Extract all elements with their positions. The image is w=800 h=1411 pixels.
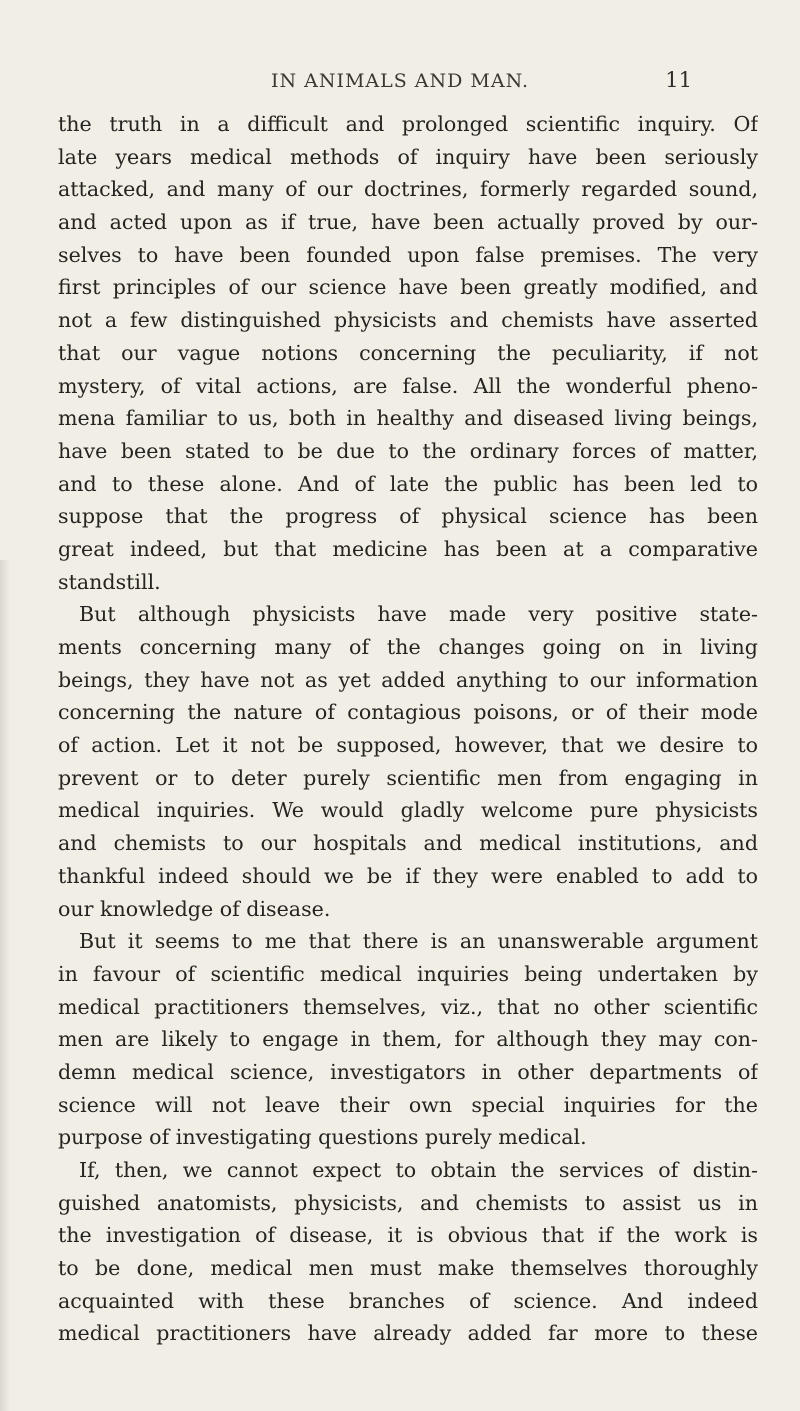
text-line: acquainted with these branches of science. And indeed — [58, 1288, 758, 1313]
text-line: in favour of scientific medical inquiries being undertaken by — [58, 961, 758, 986]
text-line: medical practitioners have already added far more to these — [58, 1321, 758, 1346]
text-line: to be done, medical men must make themselves thoroughly — [58, 1256, 758, 1281]
page-edge-shadow — [0, 560, 10, 1411]
text-line: of action. Let it not be supposed, however, that we desire to — [58, 733, 758, 758]
text-line: If, then, we cannot expect to obtain the services of distin- — [79, 1158, 758, 1182]
running-title: IN ANIMALS AND MAN. — [270, 70, 530, 92]
text-line: But it seems to me that there is an unanswerable argument — [79, 929, 758, 954]
text-line: But although physicists have made very positive state- — [79, 602, 758, 627]
text-line: and to these alone. And of late the public has been led to — [58, 471, 758, 496]
text-line: first principles of our science have been greatly modified, and — [58, 275, 758, 300]
text-line: and chemists to our hospitals and medical institutions, and — [58, 831, 758, 856]
text-line: that our vague notions concerning the peculiarity, if not — [58, 340, 758, 365]
text-line: medical inquiries. We would gladly welcome pure physicists — [58, 798, 758, 823]
text-line: late years medical methods of inquiry have been seriously — [58, 144, 758, 169]
text-line: guished anatomists, physicists, and chemists to assist us in — [58, 1190, 758, 1215]
text-line: the investigation of disease, it is obvious that if the work is — [58, 1223, 758, 1248]
text-line: our knowledge of disease. — [58, 896, 331, 921]
page-number: 11 — [665, 68, 692, 92]
text-line: not a few distinguished physicists and chemists have asserted — [58, 308, 758, 333]
text-line: attacked, and many of our doctrines, formerly regarded sound, — [58, 177, 758, 202]
text-line: concerning the nature of contagious poisons, or of their mode — [58, 700, 758, 725]
text-line: selves to have been founded upon false premises. The very — [58, 242, 758, 267]
text-line: have been stated to be due to the ordinary forces of matter, — [58, 438, 758, 463]
text-line: mena familiar to us, both in healthy and diseased living beings, — [58, 406, 758, 431]
text-line: mystery, of vital actions, are false. All the wonderful pheno- — [58, 373, 758, 398]
text-line: prevent or to deter purely scientific men from engaging in — [58, 765, 758, 790]
text-line: medical practitioners themselves, viz., that no other scientific — [58, 994, 758, 1019]
body-text — [58, 108, 758, 1350]
text-line: standstill. — [58, 569, 161, 594]
text-line: suppose that the progress of physical science has been — [58, 504, 758, 529]
text-line: and acted upon as if true, have been actually proved by our- — [58, 210, 758, 235]
text-line: ments concerning many of the changes going on in living — [58, 635, 758, 659]
text-line: demn medical science, investigators in other departments of — [58, 1059, 758, 1084]
running-head — [0, 68, 800, 102]
text-line: beings, they have not as yet added anything to our information — [58, 667, 758, 692]
text-line: great indeed, but that medicine has been at a comparative — [58, 536, 758, 561]
text-line: purpose of investigating questions purely medical. — [58, 1125, 587, 1150]
text-line: men are likely to engage in them, for although they may con- — [58, 1027, 758, 1052]
text-line: the truth in a difficult and prolonged scientific inquiry. Of — [58, 112, 758, 136]
text-line: science will not leave their own special inquiries for the — [58, 1092, 758, 1117]
text-line: thankful indeed should we be if they were enabled to add to — [58, 863, 758, 888]
